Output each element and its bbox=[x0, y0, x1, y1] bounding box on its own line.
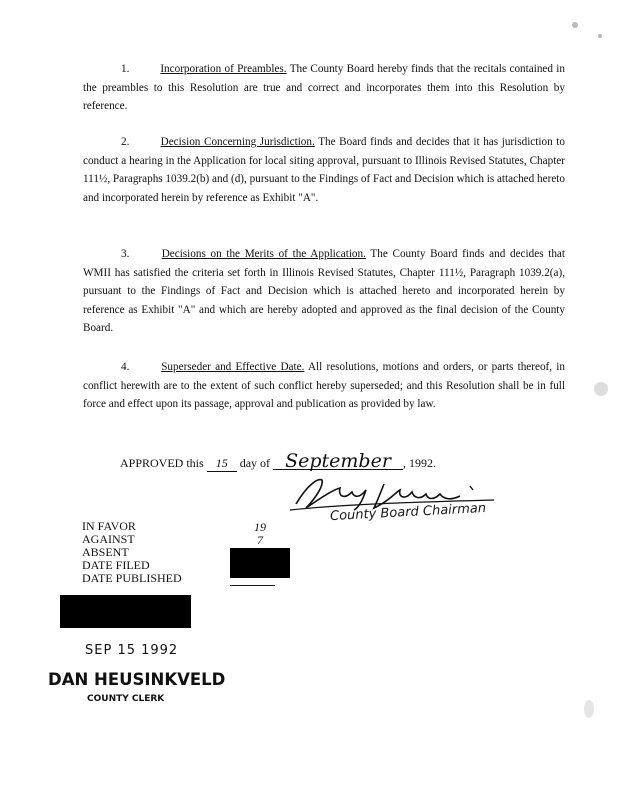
approval-day-word: day of bbox=[239, 456, 271, 470]
approval-prefix: APPROVED this bbox=[120, 456, 204, 470]
clerk-stamp-date: SEP 15 1992 bbox=[85, 643, 179, 658]
vote-tally-labels bbox=[82, 520, 182, 585]
approval-day: 15 bbox=[207, 456, 237, 472]
approval-month: September bbox=[273, 453, 403, 470]
redaction-block bbox=[60, 595, 191, 628]
clerk-stamp-name: DAN HEUSINKVELD bbox=[48, 670, 226, 689]
paragraph-3 bbox=[83, 245, 565, 338]
paragraph-heading: Incorporation of Preambles. bbox=[160, 63, 287, 75]
clerk-stamp-title: COUNTY CLERK bbox=[87, 694, 165, 704]
vote-tally-values bbox=[230, 520, 290, 546]
paragraph-4 bbox=[83, 358, 565, 414]
label-absent: ABSENT bbox=[82, 545, 129, 559]
paragraph-text: The County Board hereby finds that the recitals contained in the preambles to this Resolution are true and correct and incorporates them into this Resolution by reference. bbox=[83, 63, 565, 112]
approval-line bbox=[120, 450, 437, 472]
scan-speck bbox=[594, 382, 608, 396]
approval-year: , 1992. bbox=[403, 456, 437, 470]
paragraph-text: The Board finds and decides that it has jurisdiction to conduct a hearing in the Application for local siting approval, pursuant to Illinois Revised Statutes, Chapter 111½, Paragraphs 1039.2(b) and (d), pursuant to the Findings of Fact and Decision which is attached hereto and incorporated herein by reference as Exhibit "A". bbox=[83, 136, 565, 204]
paragraph-2 bbox=[83, 133, 565, 207]
paragraph-1 bbox=[83, 60, 565, 116]
scan-speck bbox=[584, 700, 594, 718]
paragraph-text: All resolutions, motions and orders, or parts thereof, in conflict herewith are to the extent of such conflict hereby superseded; and this Resolution shall be in full force and effect upon its passage, approval and publication as provided by law. bbox=[83, 361, 565, 410]
paragraph-heading: Decisions on the Merits of the Application. bbox=[161, 248, 366, 260]
paragraph-text: The County Board finds and decides that WMII has satisfied the criteria set forth in Illinois Revised Statutes, Chapter 111½, Paragraph 1039.2(a), pursuant to the Findings of Fact and Decision which is attached hereto and incorporated herein by reference as Exhibit "A" and which are hereby adopted and approved as the final decision of the County Board. bbox=[83, 248, 565, 334]
paragraph-heading: Decision Concerning Jurisdiction. bbox=[160, 136, 315, 148]
paragraph-number: 2. bbox=[121, 136, 130, 148]
value-in-favor: 19 bbox=[254, 520, 266, 534]
paragraph-number: 1. bbox=[121, 63, 130, 75]
scan-speck bbox=[598, 34, 602, 38]
paragraph-number: 4. bbox=[121, 361, 130, 373]
label-against: AGAINST bbox=[82, 532, 135, 546]
signature-title: County Board Chairman bbox=[329, 500, 487, 525]
value-against: 7 bbox=[257, 533, 263, 547]
blank-line bbox=[230, 585, 275, 586]
paragraph-heading: Superseder and Effective Date. bbox=[161, 361, 305, 373]
paragraph-number: 3. bbox=[121, 248, 130, 260]
label-in-favor: IN FAVOR bbox=[82, 519, 136, 533]
label-date-filed: DATE FILED bbox=[82, 558, 150, 572]
scan-speck bbox=[572, 22, 578, 28]
redaction-block bbox=[230, 548, 290, 578]
label-date-published: DATE PUBLISHED bbox=[82, 571, 182, 585]
